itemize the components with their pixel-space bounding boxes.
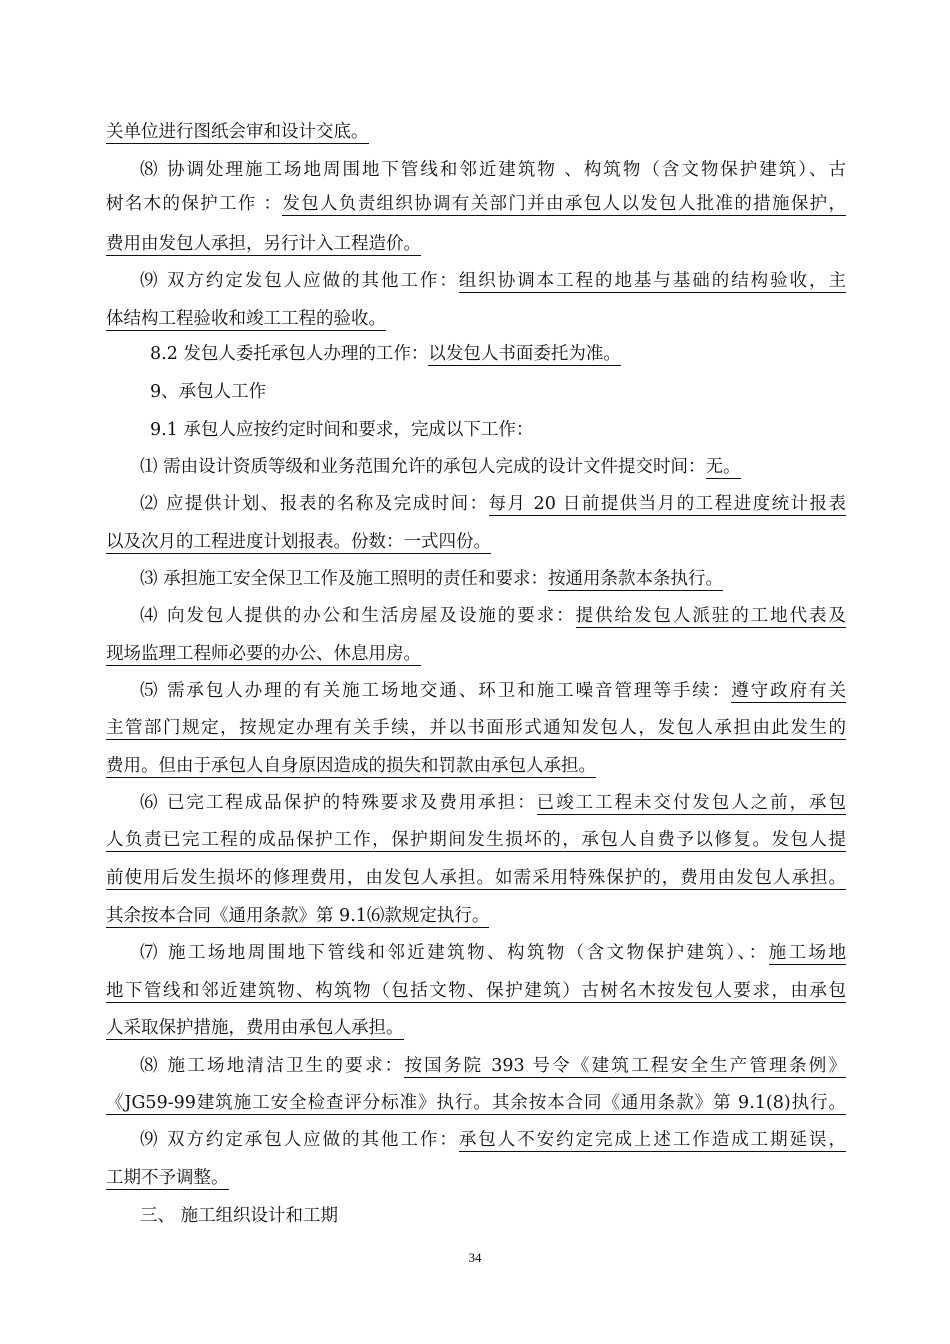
filled-in-answer: 施工场地 — [768, 943, 846, 963]
filled-in-answer: 现场监理工程师必要的办公、休息用房。 — [106, 644, 421, 664]
filled-in-answer: 提供给发包人派驻的工地代表及 — [575, 606, 847, 626]
text-line — [140, 453, 846, 481]
text-line — [150, 340, 846, 368]
text-line — [106, 305, 386, 333]
line-text: 树名木的保护工作 ： — [106, 194, 283, 214]
filled-in-answer: 以及次月的工程进度计划报表。份数：一式四份。 — [106, 532, 491, 552]
filled-in-answer: 组织协调本工程的地基与基础的结构验收，主 — [458, 271, 847, 291]
text-line — [140, 267, 846, 295]
text-line — [106, 752, 596, 780]
filled-in-answer: 关单位进行图纸会审和设计交底。 — [106, 122, 369, 142]
text-line — [106, 640, 421, 668]
filled-in-answer: 遵守政府有关 — [731, 681, 847, 701]
text-line — [140, 1126, 846, 1154]
filled-in-answer: 《JG59-99建筑施工安全检查评分标准》执行。其余按本合同《通用条款》第 9.1(8)执行。 — [106, 1093, 846, 1113]
text-line — [106, 528, 491, 556]
text-line — [150, 416, 846, 444]
page-number: 34 — [468, 1250, 482, 1265]
text-line — [140, 565, 846, 593]
text-line — [106, 230, 421, 258]
filled-in-answer: 按国务院 393 号令《建筑工程安全生产管理条例》 — [404, 1056, 847, 1076]
text-line — [106, 1164, 229, 1192]
text-line — [106, 977, 846, 1005]
line-text: ⑸ 需承包人办理的有关施工场地交通、环卫和施工噪音管理等手续： — [140, 681, 732, 701]
text-line — [106, 826, 846, 854]
line-text: 三、 施工组织设计和工期 — [140, 1206, 339, 1226]
filled-in-answer: 按通用条款本条执行。 — [548, 569, 724, 589]
filled-in-answer: 承包人不安约定完成上述工作造成工期延误， — [458, 1130, 847, 1150]
filled-in-answer: 体结构工程验收和竣工工程的验收。 — [106, 309, 386, 329]
filled-in-answer: 费用由发包人承担，另行计入工程造价。 — [106, 234, 421, 254]
filled-in-answer: 主管部门规定，按规定办理有关手续，并以书面形式通知发包人，发包人承担由此发生的 — [106, 718, 846, 738]
line-text: ⑵ 应提供计划、报表的名称及完成时间： — [140, 494, 489, 514]
line-text: ⑶ 承担施工安全保卫工作及施工照明的责任和要求： — [140, 569, 549, 589]
line-text: ⑷ 向发包人提供的办公和生活房屋及设施的要求： — [140, 606, 576, 626]
text-line — [140, 490, 846, 518]
line-text: ⑻ 协调处理施工场地周围地下管线和邻近建筑物 、构筑物（含文物保护建筑）、古 — [140, 160, 846, 180]
line-text: 9、承包人工作 — [150, 382, 267, 402]
filled-in-answer: 人负责已完工程的成品保护工作，保护期间发生损坏的，承包人自费予以修复。发包人提 — [106, 830, 846, 850]
filled-in-answer: 其余按本合同《通用条款》第 9.1⑹款规定执行。 — [106, 906, 490, 926]
filled-in-answer: 已竣工工程未交付发包人之前，承包 — [536, 793, 847, 813]
filled-in-answer: 费用。但由于承包人自身原因造成的损失和罚款由承包人承担。 — [106, 756, 596, 776]
filled-in-answer: 无。 — [705, 457, 741, 477]
text-line — [106, 190, 846, 218]
text-line — [106, 118, 369, 146]
text-line — [140, 156, 846, 184]
text-line — [150, 378, 846, 406]
text-line — [140, 677, 846, 705]
filled-in-answer: 发包人负责组织协调有关部门并由承包人以发包人批准的措施保护， — [282, 194, 847, 214]
filled-in-answer: 地下管线和邻近建筑物、构筑物（包括文物、保护建筑）古树名木按发包人要求，由承包 — [106, 981, 846, 1001]
text-line — [140, 602, 846, 630]
text-line — [106, 902, 489, 930]
text-line — [140, 939, 846, 967]
line-text: ⑹ 已完工程成品保护的特殊要求及费用承担： — [140, 793, 537, 813]
text-line — [140, 1202, 846, 1230]
text-line — [140, 1052, 846, 1080]
filled-in-answer: 每月 20 日前提供当月的工程进度统计报表 — [488, 494, 846, 514]
line-text: ⑼ 双方约定发包人应做的其他工作： — [140, 271, 459, 291]
filled-in-answer: 以发包人书面委托为准。 — [428, 344, 621, 364]
line-text: ⑺ 施工场地周围地下管线和邻近建筑物、构筑物（含文物保护建筑）、： — [140, 943, 769, 963]
line-text: 9.1 承包人应按约定时间和要求，完成以下工作： — [150, 420, 534, 440]
line-text: 8.2 发包人委托承包人办理的工作： — [150, 344, 429, 364]
line-text: ⑻ 施工场地清洁卫生的要求： — [140, 1056, 405, 1076]
text-line — [106, 1014, 404, 1042]
text-line — [106, 714, 846, 742]
text-line — [106, 864, 846, 892]
filled-in-answer: 前使用后发生损坏的修理费用，由发包人承担。如需采用特殊保护的，费用由发包人承担。 — [106, 868, 846, 888]
filled-in-answer: 工期不予调整。 — [106, 1168, 229, 1188]
text-line — [106, 1089, 846, 1117]
line-text: ⑼ 双方约定承包人应做的其他工作： — [140, 1130, 459, 1150]
line-text: ⑴ 需由设计资质等级和业务范围允许的承包人完成的设计文件提交时间： — [140, 457, 706, 477]
text-line — [140, 789, 846, 817]
filled-in-answer: 人采取保护措施，费用由承包人承担。 — [106, 1018, 404, 1038]
